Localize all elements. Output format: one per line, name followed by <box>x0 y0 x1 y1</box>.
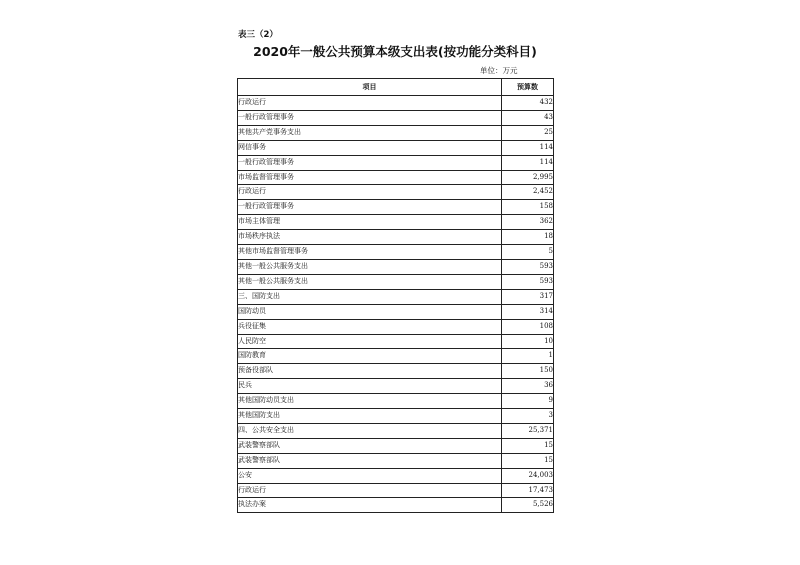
row-budget-value: 43 <box>502 110 554 125</box>
row-item-name: 民兵 <box>238 379 502 394</box>
row-budget-value: 362 <box>502 215 554 230</box>
table-row <box>238 274 554 289</box>
row-budget-value: 2,995 <box>502 170 554 185</box>
row-item-name: 行政运行 <box>238 96 502 111</box>
row-item-name: 一般行政管理事务 <box>238 110 502 125</box>
table-row <box>238 468 554 483</box>
table-row <box>238 96 554 111</box>
row-item-name: 武装警察部队 <box>238 438 502 453</box>
row-item-name: 市场秩序执法 <box>238 230 502 245</box>
row-item-name: 四、公共安全支出 <box>238 423 502 438</box>
table-row <box>238 245 554 260</box>
row-item-name: 一般行政管理事务 <box>238 155 502 170</box>
row-budget-value: 593 <box>502 274 554 289</box>
table-row <box>238 125 554 140</box>
table-row <box>238 498 554 513</box>
header-item: 项目 <box>238 79 502 96</box>
row-budget-value: 5 <box>502 245 554 260</box>
table-row <box>238 483 554 498</box>
table-row <box>238 185 554 200</box>
row-item-name: 其他共产党事务支出 <box>238 125 502 140</box>
table-row <box>238 453 554 468</box>
table-row <box>238 140 554 155</box>
row-item-name: 武装警察部队 <box>238 453 502 468</box>
row-budget-value: 2,452 <box>502 185 554 200</box>
table-row <box>238 170 554 185</box>
table-row <box>238 155 554 170</box>
budget-table <box>237 78 554 513</box>
row-budget-value: 5,526 <box>502 498 554 513</box>
row-budget-value: 10 <box>502 334 554 349</box>
row-item-name: 兵役征集 <box>238 319 502 334</box>
row-item-name: 一般行政管理事务 <box>238 200 502 215</box>
row-budget-value: 114 <box>502 155 554 170</box>
table-row <box>238 364 554 379</box>
row-item-name: 其他国防支出 <box>238 409 502 424</box>
header-row <box>238 79 554 96</box>
table-label: 表三（2） <box>238 30 278 40</box>
row-budget-value: 432 <box>502 96 554 111</box>
row-budget-value: 314 <box>502 304 554 319</box>
row-item-name: 市场主体管理 <box>238 215 502 230</box>
row-item-name: 公安 <box>238 468 502 483</box>
table-body <box>238 96 554 513</box>
table-row <box>238 379 554 394</box>
row-budget-value: 24,003 <box>502 468 554 483</box>
table-row <box>238 215 554 230</box>
row-budget-value: 36 <box>502 379 554 394</box>
row-item-name: 其他一般公共服务支出 <box>238 259 502 274</box>
table-row <box>238 319 554 334</box>
row-item-name: 其他一般公共服务支出 <box>238 274 502 289</box>
table-row <box>238 200 554 215</box>
row-budget-value: 158 <box>502 200 554 215</box>
unit-label: 单位：万元 <box>480 66 518 75</box>
row-item-name: 市场监督管理事务 <box>238 170 502 185</box>
row-budget-value: 17,473 <box>502 483 554 498</box>
table-row <box>238 394 554 409</box>
row-item-name: 行政运行 <box>238 483 502 498</box>
row-item-name: 执法办案 <box>238 498 502 513</box>
row-budget-value: 18 <box>502 230 554 245</box>
row-item-name: 人民防空 <box>238 334 502 349</box>
row-item-name: 其他国防动员支出 <box>238 394 502 409</box>
row-budget-value: 9 <box>502 394 554 409</box>
row-item-name: 预备役部队 <box>238 364 502 379</box>
table-row <box>238 230 554 245</box>
row-budget-value: 25 <box>502 125 554 140</box>
table-row <box>238 423 554 438</box>
row-item-name: 三、国防支出 <box>238 289 502 304</box>
row-item-name: 网信事务 <box>238 140 502 155</box>
table-row <box>238 110 554 125</box>
table-row <box>238 349 554 364</box>
table-row <box>238 409 554 424</box>
row-item-name: 其他市场监督管理事务 <box>238 245 502 260</box>
header-budget: 预算数 <box>502 79 554 96</box>
row-item-name: 行政运行 <box>238 185 502 200</box>
row-budget-value: 317 <box>502 289 554 304</box>
row-budget-value: 108 <box>502 319 554 334</box>
row-budget-value: 15 <box>502 453 554 468</box>
document-title: 2020年一般公共预算本级支出表(按功能分类科目) <box>253 44 537 59</box>
table-row <box>238 438 554 453</box>
row-item-name: 国防动员 <box>238 304 502 319</box>
row-item-name: 国防教育 <box>238 349 502 364</box>
row-budget-value: 15 <box>502 438 554 453</box>
table-row <box>238 289 554 304</box>
row-budget-value: 114 <box>502 140 554 155</box>
table-row <box>238 334 554 349</box>
row-budget-value: 3 <box>502 409 554 424</box>
row-budget-value: 1 <box>502 349 554 364</box>
table-row <box>238 259 554 274</box>
row-budget-value: 593 <box>502 259 554 274</box>
row-budget-value: 25,371 <box>502 423 554 438</box>
table-row <box>238 304 554 319</box>
row-budget-value: 150 <box>502 364 554 379</box>
